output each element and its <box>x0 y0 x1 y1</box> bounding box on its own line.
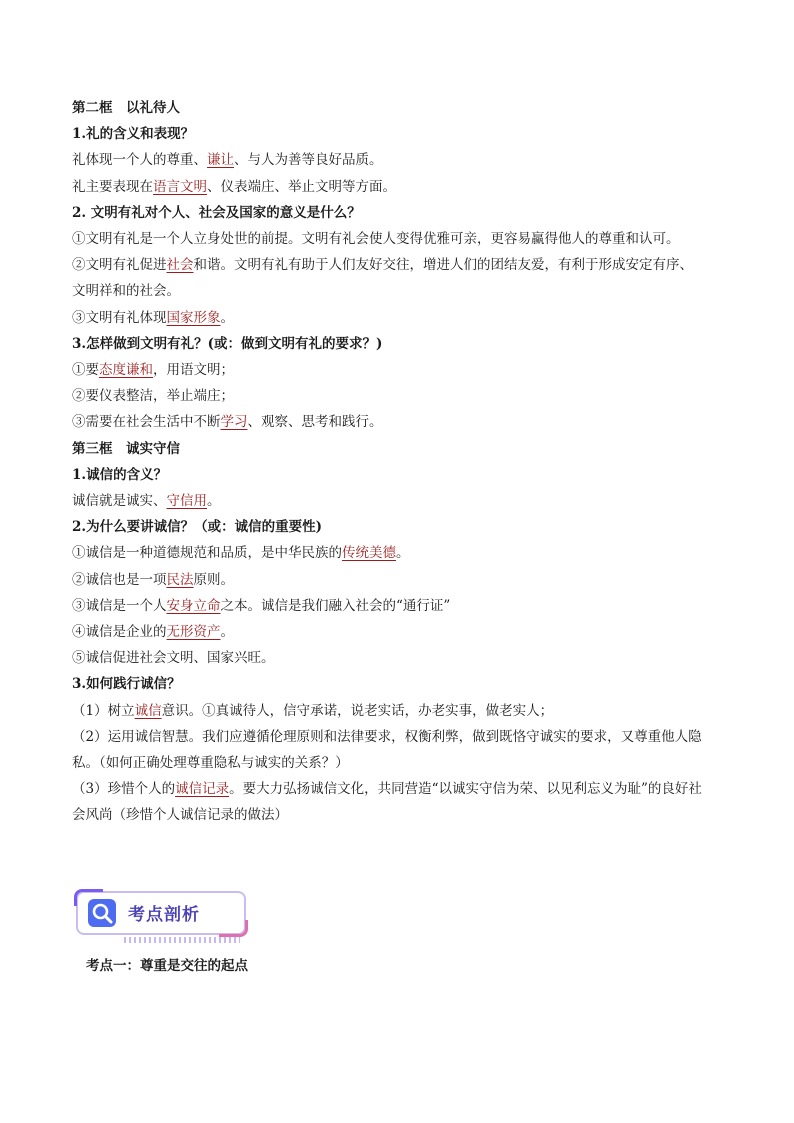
key-term: 诚信记录 <box>175 781 230 798</box>
spacer <box>72 829 732 891</box>
answer-line: 私。（如何正确处理尊重隐私与诚实的关系？） <box>72 755 349 772</box>
answer-line: （2）运用诚信智慧。我们应遵循伦理原则和法律要求，权衡利弊，做到既恪守诚实的要求，又尊重他人隐 <box>72 728 702 745</box>
key-term: 民法 <box>166 571 194 588</box>
key-term: 诚信 <box>134 702 162 719</box>
answer-line: 礼主要表现在语言文明、仪表端庄、举止文明等方面。 <box>72 178 396 195</box>
question-heading: 3.怎样做到文明有礼？(或：做到文明有礼的要求？) <box>72 335 383 352</box>
question-heading: 2.为什么要讲诚信？（或：诚信的重要性) <box>72 519 322 536</box>
key-term: 国家形象 <box>166 309 221 326</box>
key-term: 谦让 <box>207 152 234 169</box>
exam-point-heading: 考点一：尊重是交往的起点 <box>86 957 248 974</box>
section-heading: 第二框 以礼待人 <box>72 100 180 116</box>
answer-line: 诚信就是诚实、守信用。 <box>72 493 221 510</box>
answer-line: ③需要在社会生活中不断学习、观察、思考和践行。 <box>72 414 383 431</box>
answer-line: ③文明有礼体现国家形象。 <box>72 309 234 326</box>
section-heading: 第三框 诚实守信 <box>72 440 180 457</box>
key-term: 社会 <box>166 257 194 274</box>
answer-line: ④诚信是企业的无形资产。 <box>72 624 234 641</box>
answer-line: （1）树立诚信意识。①真诚待人，信守承诺，说老实话，办老实事，做老实人； <box>72 702 554 719</box>
question-heading: 3.如何践行诚信？ <box>72 676 181 693</box>
question-heading: 1.诚信的含义？ <box>72 466 168 483</box>
answer-line: ①要态度谦和，用语文明； <box>72 362 234 379</box>
question-heading: 2. 文明有礼对个人、社会及国家的意义是什么？ <box>72 204 361 221</box>
badge-stripes <box>124 937 240 943</box>
key-term: 传统美德 <box>342 545 396 562</box>
answer-line: ⑤诚信促进社会文明、国家兴旺。 <box>72 650 275 667</box>
key-term: 语言文明 <box>153 178 207 195</box>
answer-line: ②文明有礼促进社会和谐。文明有礼有助于人们友好交往，增进人们的团结友爱，有利于形成安定有序、 <box>72 257 693 274</box>
section-badge <box>76 891 246 935</box>
badge-label: 考点剖析 <box>128 904 200 925</box>
answer-line: 文明祥和的社会。 <box>72 283 180 300</box>
answer-line: 会风尚（珍惜个人诚信记录的做法） <box>72 807 288 824</box>
answer-line: ②要仪表整洁，举止端庄； <box>72 388 234 405</box>
badge-corner-decoration <box>219 920 248 937</box>
key-term: 无形资产 <box>166 624 221 641</box>
answer-line: ②诚信也是一项民法原则。 <box>72 571 234 588</box>
answer-line: ①文明有礼是一个人立身处世的前提。文明有礼会使人变得优雅可亲，更容易赢得他人的尊重和认可。 <box>72 231 680 248</box>
answer-line: （3）珍惜个人的诚信记录。要大力弘扬诚信文化，共同营造“以诚实守信为荣、以见利忘义为耻”的良好社 <box>72 781 702 798</box>
answer-line: ①诚信是一种道德规范和品质，是中华民族的传统美德。 <box>72 545 410 562</box>
section-badge-row <box>76 891 732 953</box>
key-term: 学习 <box>220 414 248 431</box>
key-term: 态度谦和 <box>99 362 153 379</box>
key-term: 守信用 <box>166 493 207 510</box>
answer-line: 礼体现一个人的尊重、谦让、与人为善等良好品质。 <box>72 152 383 169</box>
magnifier-icon <box>88 899 116 927</box>
answer-line: ③诚信是一个人安身立命之本。诚信是我们融入社会的“通行证” <box>72 597 451 614</box>
question-heading: 1.礼的含义和表现？ <box>72 126 195 143</box>
document-body <box>72 95 732 979</box>
key-term: 安身立命 <box>166 597 221 614</box>
